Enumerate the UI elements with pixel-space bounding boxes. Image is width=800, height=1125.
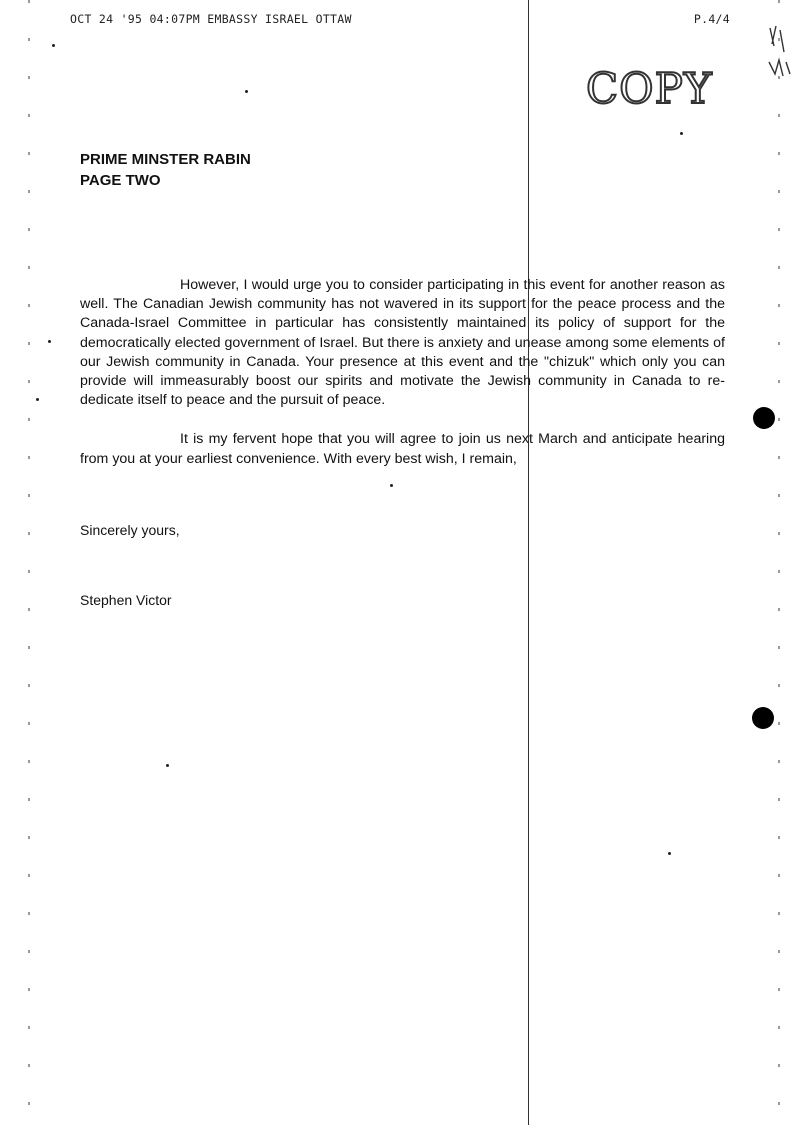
letter-body <box>80 276 725 489</box>
left-edge-artifacts <box>28 0 30 1125</box>
fax-page-number: P.4/4 <box>693 12 730 26</box>
signature-name: Stephen Victor <box>80 592 172 608</box>
right-edge-artifacts <box>778 0 780 1125</box>
body-paragraph: However, I would urge you to consider participating in this event for another reason as well. The Canadian Jewish community has not wavered in its support for the peace process and the Canada-Israel Committee in particular has consistently maintained its policy of support for the democratically elected government of Israel. But there is anxiety and unease among some elements of our Jewish community in Canada. Your presence at this event and the "chizuk" which only you can provide will immeasurably boost our spirits and motivate the Jewish community in Canada to re-dedicate itself to peace and the pursuit of peace. <box>80 277 725 409</box>
handwritten-annotation <box>766 22 796 82</box>
fax-header-line: OCT 24 '95 04:07PM EMBASSY ISRAEL OTTAW <box>70 12 352 26</box>
closing-salutation: Sincerely yours, <box>80 522 180 538</box>
letter-heading <box>80 149 251 191</box>
recipient-line: PRIME MINSTER RABIN <box>80 151 251 168</box>
page-label: PAGE TWO <box>80 172 161 189</box>
body-paragraph: It is my fervent hope that you will agree to join us next March and anticipate hearing from you at your earliest convenience. With every best wish, I remain, <box>80 431 725 467</box>
fold-line <box>528 0 529 1125</box>
punch-hole-lower <box>752 707 774 729</box>
copy-stamp: COPY <box>586 64 713 113</box>
fax-header <box>70 12 730 26</box>
punch-hole-upper <box>753 407 775 429</box>
